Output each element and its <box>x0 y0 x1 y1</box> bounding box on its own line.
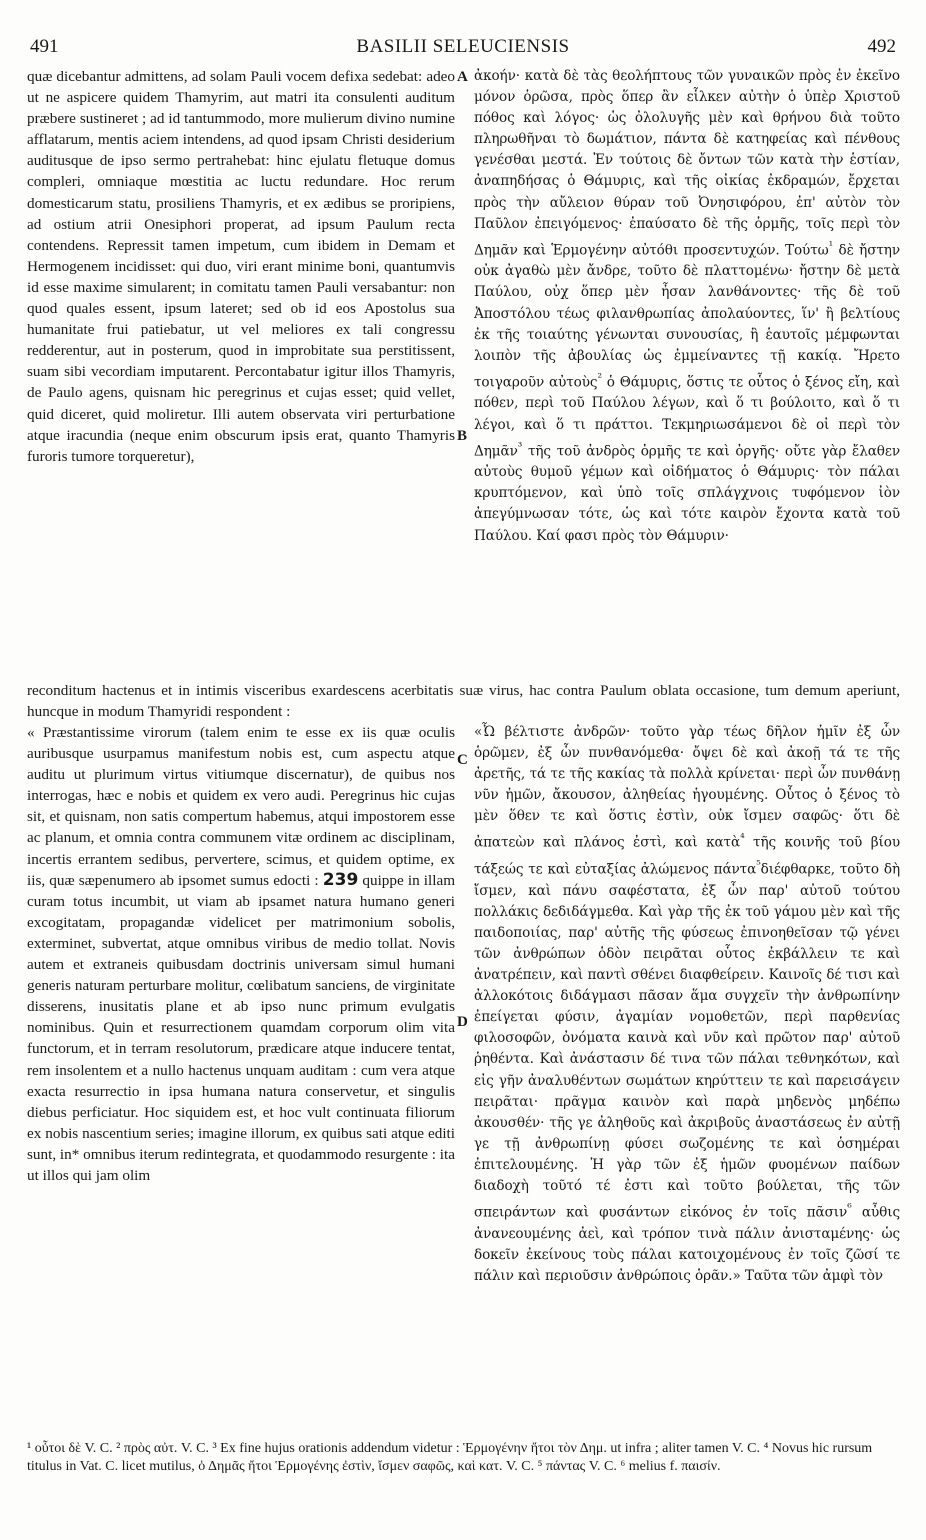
footnote-ref: ⁵ <box>756 857 761 872</box>
page-number-right: 492 <box>867 36 896 57</box>
greek-text: τῆς κοινῆς τοῦ βίου τάξεώς τε καὶ εὐταξίας ἀλώμενος πάντα <box>474 835 900 878</box>
latin-bridge-text <box>27 680 900 722</box>
greek-column-lower <box>474 722 900 1426</box>
running-title: BASILII SELEUCIENSIS <box>356 36 570 57</box>
section-marker-c: C <box>457 752 468 768</box>
section-marker-b: B <box>457 428 468 444</box>
page-number-left: 491 <box>30 36 59 57</box>
footnote-ref: ⁴ <box>740 830 745 845</box>
latin-paragraph: reconditum hactenus et in intimis visceribus exardescens acerbitatis suæ virus, hac contra Paulum oblata occasione, tum demum aperiunt, huncque in modum Thamyridi respondent : <box>27 682 900 721</box>
inline-page-number: 239 <box>322 869 359 890</box>
greek-text: ἀκοήν· κατὰ δὲ τὰς θεολήπτους τῶν γυναικῶν πρὸς ἐν ἐκεῖνο μόνον ὁρῶσα, πρὸς ὅπερ ἂν εἷλκεν αὐτὴν ὁ ὑπὲρ Χριστοῦ πόθος καὶ λόγος· ὡς ὀλολυγῆς μὲν καὶ θρήνου διὰ τοῦτο πληρωθῆναι τὸ δωμάτιον, πάντα δὲ κατηφείας καὶ πένθους γενέσθαι μεστά. Ἐν τούτοις δὲ ὄντων τῶν κατὰ τὴν ἑστίαν, ἀναπηδήσας ὁ Θάμυρις, καὶ τῆς οἰκίας ἐκδραμών, ἔρχεται πρὸς τὴν αὔλειον θύραν τοῦ Ὀνησιφόρου, ἐπ' αὐτὸν τὸν Παῦλον ἐπειγόμενος· ἐπαύσατο δὲ τῆς ὁρμῆς, τοῖς περὶ τὸν Δημᾶν καὶ Ἑρμογένην αὐτόθι προσεντυχών. Τούτω <box>474 68 900 259</box>
greek-text: ὁ Θάμυρις, ὅστις τε οὗτος ὁ ξένος εἴη, καὶ πόθεν, περὶ τοῦ Παύλου λέγων, καὶ ὅ τι βούλοιτο, καὶ ὅ τι λέγοι, καὶ ὅ τι πράττοι. Τεκμηριωσάμενοι δὲ οἱ περὶ τὸν Δημᾶν <box>474 374 900 460</box>
latin-text: quippe in illam curam totus incumbit, ut viam ab ipsamet natura humano generi excogitatam, propagandæ videlicet per matrimonium sobolis, exterminet, subvertat, atque omnibus viribus de medio tollat. Novis autem et extraneis quibusdam doctrinis universam simul humani generis naturam perturbare molitur, cœlibatum sanciens, de virginitate disserens, inusitatis plane et ab ipso nunc primum evulgatis nominibus. Quin et resurrectionem quamdam corporum olim vita functorum, et in terram resolutorum, prædicare atque inducere tentat, rem insolentem et a nullo hactenus unquam auditam : cum vera atque exacta resurrectio in ipsa humana natura conservetur, et singulis diebus perficiatur. Hoc siquidem est, et hoc vult continuata filiorum ex nobis nascentium series; imagine illorum, ex quibus sati atque editi sunt, in* omnibus iterum redintegrata, et quodammodo resurgente : ita ut illos qui jam olim <box>27 871 455 1184</box>
greek-text: αὖθις ἀνανεουμένης ἀεὶ, καὶ τρόπον τινὰ πάλιν ἀνισταμένης· ὡς δοκεῖν ἐκείνους τοὺς πάλαι κατοιχομένους ἐν τοῖς ζῶσί τε πάλιν καὶ περιοῦσιν ἀνθρώποις ὁρᾶν.» Ταῦτα τῶν ἀμφὶ τὸν <box>474 1204 900 1284</box>
greek-paragraph <box>474 66 900 547</box>
page-header <box>30 36 896 62</box>
greek-column-upper <box>474 66 900 678</box>
footnote-line: ¹ οὗτοι δὲ V. C. ² πρὸς αὐτ. V. C. ³ Ex fine hujus orationis addendum videtur : Ἑρμογένην ἤτοι τὸν Δημ. ut infra ; aliter tamen V. C. ⁴ Novus hic rursum titulus in Vat. C. licet mutilus, ὁ Δημᾶς ἤτοι Ἑρμογένης ἐστὶν, ἴσμεν σαφῶς, καὶ κατ. V. C. ⁵ πάντας V. C. ⁶ melius f. παισίν. <box>27 1441 873 1474</box>
footnote-ref: ⁶ <box>847 1200 852 1215</box>
section-marker-a: A <box>457 69 468 85</box>
latin-column-lower <box>27 722 455 1426</box>
greek-text: «Ὦ βέλτιστε ἀνδρῶν· τοῦτο γὰρ τέως δῆλον ἡμῖν ἐξ ὧν ὁρῶμεν, ἐξ ὧν πυνθανόμεθα· ὄψει δὲ καὶ ἀκοῇ τά τε τῆς ἀρετῆς, τά τε τῆς κακίας τὰ πολλὰ κρίνεται· περὶ ὧν πυνθάνῃ νῦν ἡμῶν, ἄκουσον, ἀληθείας ἡγουμένης. Οὗτος ὁ ξένος τὸ μὲν ὅθεν τε καὶ ὅστις ἐστὶν, οὐκ ἴσμεν σαφῶς· ὅτι δὲ ἀπατεὼν καὶ πλάνος ἐστὶ, καὶ κατὰ <box>474 724 900 851</box>
greek-text: δὲ ἤστην οὐκ ἀγαθὼ μὲν ἄνδρε, τοῦτο δὲ πλαττομένω· ἤστην δὲ μετὰ Παύλου, οὐχ ὅπερ μὲν ἦσαν λανθάνοντες· τῆς δὲ τοῦ Ἀποστόλου τέως φιλανθρωπίας ἀπολαύοντες, ἵν' ἢ βελτίους ἐκ τῆς τοιαύτης γένωνται συνουσίας, ἢ ἑαυτοῖς μέμφωνται λοιπὸν τῆς ἀβουλίας ὡς ἐμμείναντες τῇ κακίᾳ. Ἤρετο τοιγαροῦν αὐτοὺς <box>474 242 900 391</box>
greek-text: διέφθαρκε, τοῦτο δὴ ἴσμεν, καὶ πάνυ σαφέστατα, ἐξ ὧν παρ' αὐτοῦ τούτου πολλάκις δεδιδάγμεθα. Καὶ γὰρ τῆς ἐκ τοῦ γάμου μὲν καὶ τῆς παιδοποιίας, παρ' αὐτῆς τῆς φύσεως ἐπινοηθεῖσαν τῷ γένει τῶν ἀνθρώπων ὁδὸν πειρᾶται οὗτος ἐκβάλλειν τε καὶ ἀνατρέπειν, καὶ παντὶ σθένει διαφθείρειν. Καινοῖς δέ τισι καὶ ἀλλοκότοις διδάγμασι πᾶσαν ἅμα συγχεῖν τὴν ἀνθρωπίνην ἐπείγεται φύσιν, ἀγαμίαν νομοθετῶν, περὶ παρθενίας φιλοσοφῶν, ὀνόματα καινὰ καὶ νῦν καὶ πρῶτον παρ' αὐτοῦ ῥηθέντα. Καὶ ἀνάστασιν δέ τινα τῶν πάλαι τεθνηκότων, καὶ εἰς γῆν ἀναλυθέντων σωμάτων κηρύττειν τε καὶ παρεισάγειν πειρᾶται· πρᾶγμα καινὸν καὶ παρὰ μηδενὸς μηδέπω ἀκουσθέν· τῆς γε ἀληθοῦς καὶ ἀκριβοῦς ἀναστάσεως ἐν αὐτῇ γε τῇ ἀνθρωπίνῃ φύσει σωζομένης τε καὶ ὁσημέραι ἐπιτελουμένης. Ἡ γὰρ τῶν ἐξ ἡμῶν φυομένων παίδων διαδοχὴ τοῦτό τέ ἐστι καὶ τοῦτο βούλεται, τῆς τῶν σπειράντων καὶ φυσάντων εἰκόνος ἐν τοῖς πᾶσιν <box>474 861 900 1221</box>
latin-column-upper <box>27 66 455 678</box>
greek-text: τῆς τοῦ ἀνδρὸς ὁρμῆς τε καὶ ὀργῆς· οὔτε γὰρ ἔλαθεν αὐτοὺς θυμοῦ γέμων καὶ οἰδήματος ὁ Θάμυρις· τὸν πάλαι κρυπτόμενον, καὶ ὑπὸ τοῖς σπλάγχνοις τυφόμενον ἰὸν ἀπεγύμνωσαν τότε, ὡς καὶ τότε καιρὸν ἔχοντα κατὰ τοῦ Παύλου. Καί φασι πρὸς τὸν Θάμυριν· <box>474 443 900 544</box>
latin-text: « Præstantissime virorum (talem enim te esse ex iis quæ oculis auribusque usurpamus manifestum nobis est, cum aspectu atque auditu ut plurimum virtus vitiumque discernatur), de quibus nos interrogas, hæc e nobis et quidem ex vero audi. Peregrinus hic cujas sit, et quisnam, non satis compertum habemus, atqui impostorem esse ac planum, et omnia contra communem vitæ ordinem ac disciplinam, incertis errantem sedibus, pervertere, scimus, et quidem optime, ex iis, quæ sæpenumero ab ipsomet sumus edocti : <box>27 724 455 889</box>
latin-paragraph: quæ dicebantur admittens, ad solam Pauli vocem defixa sedebat: adeo ut ne aspicere quidem Thamyrim, aut matri ita consulenti auditum præbere sustineret ; ad id tantummodo, more mulierum divino numine afflatarum, mentis aciem intendens, ad quod ipsam Christi desiderium auditusque de ipso sermo pertrahebat: hinc ejulatu fletuque domus compleri, omniaque mœstitia ac luctu redundare. Hoc rerum domesticarum statu, prosiliens Thamyris, et ex ædibus se proripiens, ad ostium atrii Onesiphori properat, ad ipsum Paulum recta contendens. Repressit tamen impetum, cum ibidem in Demam et Hermogenem incidisset: qui duo, viri erant minime boni, quantumvis id esse maxime simularent; in comitatu tamen Pauli versabantur: non quod quales essent, ipsum lateret; sed ob id eos Apostolus sua humanitate frui patiebatur, ut vel meliores ex tali congressu redderentur, aut in posterum, quod in improbitate sua perstitissent, suam sibi vecordiam imputarent. Percontabatur igitur illos Thamyris, de Paulo agens, quisnam hic peregrinus et cujas esset; quid vellet, quid diceret, quid moliretur. Illi autem observata viri perturbatione atque iracundia (neque enim obscurum ipsis erat, quanto Thamyris furoris tumore torqueretur), <box>27 68 455 465</box>
latin-paragraph <box>27 722 455 1186</box>
footnote-ref: ² <box>597 369 602 384</box>
section-marker-d: D <box>457 1014 468 1030</box>
greek-paragraph <box>474 722 900 1287</box>
footnote-ref: ¹ <box>828 237 834 252</box>
footnotes <box>27 1440 900 1476</box>
footnote-ref: ³ <box>517 438 523 453</box>
